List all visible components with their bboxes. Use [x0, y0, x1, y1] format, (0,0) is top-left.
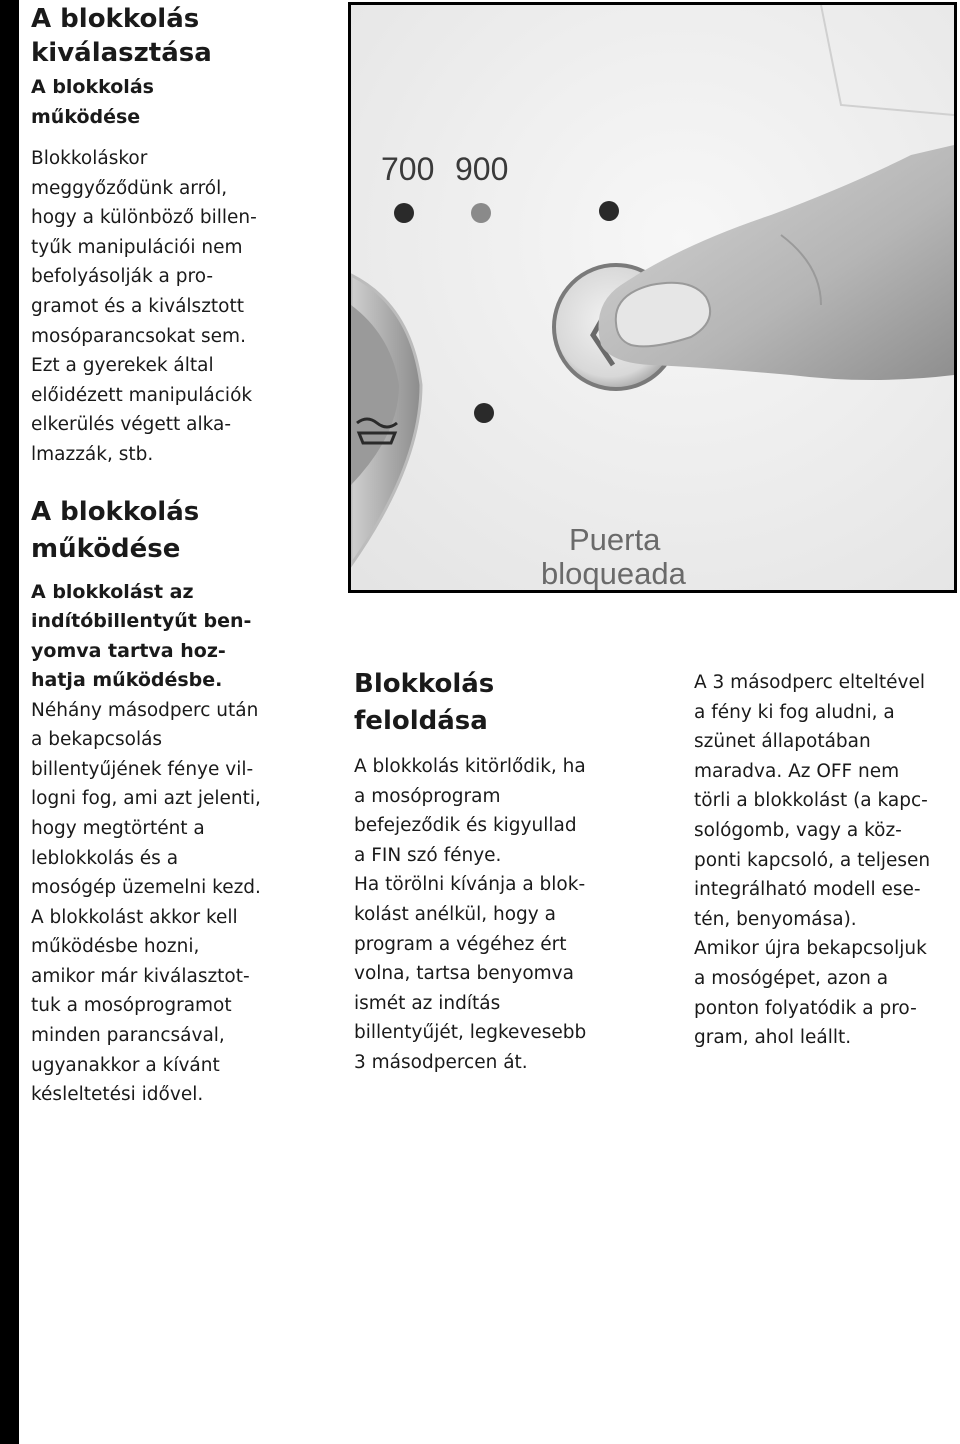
intro-line: mosóparancsokat sem. [31, 325, 246, 347]
middle-line: a mosóprogram [354, 785, 501, 807]
page-edge-bar [0, 0, 19, 1444]
intro-line: befolyásolják a pro- [31, 266, 214, 288]
middle-paragraph [354, 752, 654, 1078]
led-lock-icon [474, 403, 494, 423]
main-title-line-2: kiválasztása [31, 38, 212, 68]
right-line: szünet állapotában [694, 731, 871, 753]
body-line: tuk a mosóprogramot [31, 995, 232, 1017]
led-700-icon [394, 203, 414, 223]
led-900-icon [471, 203, 491, 223]
right-line: A 3 másodperc elteltével [694, 672, 926, 693]
body-line: mosógép üzemelni kezd. [31, 877, 261, 899]
right-line: integrálható modell ese- [694, 879, 921, 901]
middle-column [354, 666, 654, 1078]
body-line: ugyanakkor a kívánt [31, 1054, 220, 1076]
section-title-line-2: működése [31, 533, 181, 564]
middle-line: volna, tartsa benyomva [354, 963, 574, 985]
door-label-line-1: Puerta [569, 522, 661, 557]
label-700: 700 [381, 151, 435, 187]
middle-line: ismét az indítás [354, 992, 501, 1014]
body-line: logni fog, ami azt jelenti, [31, 788, 261, 810]
door-label-line-2: bloqueada [541, 556, 686, 590]
middle-line: a FIN szó fénye. [354, 844, 502, 866]
right-line: Amikor újra bekapcsoljuk [694, 938, 927, 960]
right-line: ponton folyatódik a pro- [694, 997, 917, 1019]
right-line: a mosógépet, azon a [694, 967, 889, 989]
right-line: a fény ki fog aludni, a [694, 701, 895, 723]
photo-illustration [351, 5, 954, 590]
intro-line: meggyőződünk arról, [31, 177, 228, 199]
right-line: gram, ahol leállt. [694, 1027, 852, 1049]
middle-line: 3 másodpercen át. [354, 1051, 528, 1073]
intro-paragraph [31, 144, 331, 470]
intro-line: gramot és a kiválsztott [31, 295, 244, 317]
intro-line: hogy a különböző billen- [31, 207, 257, 229]
right-line: ponti kapcsoló, a teljesen [694, 849, 931, 871]
body-line: leblokkolás és a [31, 847, 179, 869]
intro-line: Blokkoláskor [31, 148, 148, 169]
middle-line: billentyűjét, legkevesebb [354, 1022, 587, 1044]
right-column [694, 668, 958, 1053]
body-line: hogy megtörtént a [31, 817, 205, 839]
body-line: Néhány másodperc után [31, 699, 259, 721]
body-line: működésbe hozni, [31, 936, 200, 958]
body-line: A blokkolást akkor kell [31, 906, 238, 928]
label-900: 900 [455, 151, 509, 187]
bold-line: A blokkolást az [31, 580, 194, 603]
subtitle-line-1: A blokkolás [31, 76, 154, 98]
bold-instruction [31, 578, 331, 696]
bold-line: indítóbillentyűt ben- [31, 610, 252, 633]
section-title-line-1: A blokkolás [31, 496, 200, 527]
middle-line: program a végéhez ért [354, 933, 567, 955]
body-line: amikor már kiválasztot- [31, 965, 250, 987]
body-line: billentyűjének fénye vil- [31, 758, 254, 780]
middle-line: A blokkolás kitörlődik, ha [354, 756, 586, 777]
middle-line: befejeződik és kigyullad [354, 815, 577, 837]
right-line: maradva. Az OFF nem [694, 760, 900, 782]
body-line: a bekapcsolás [31, 729, 163, 751]
led-icon [599, 201, 619, 221]
right-line: sológomb, vagy a köz- [694, 819, 902, 841]
bold-line: yomva tartva hoz- [31, 639, 226, 662]
intro-line: lmazzák, stb. [31, 443, 154, 465]
right-line: törli a blokkolást (a kapc- [694, 790, 928, 812]
right-line: tén, benyomása). [694, 908, 857, 930]
intro-line: Ezt a gyerekek által [31, 355, 214, 377]
middle-line: kolást anélkül, hogy a [354, 903, 556, 925]
subtitle-line-2: működése [31, 106, 141, 128]
middle-title-line-2: feloldása [354, 706, 488, 736]
intro-line: előidézett manipulációk [31, 384, 253, 406]
bold-line: hatja működésbe. [31, 669, 223, 692]
control-panel-photo [348, 2, 957, 593]
middle-title-line-1: Blokkolás [354, 669, 495, 699]
intro-line: tyűk manipulációi nem [31, 236, 243, 258]
middle-line: Ha törölni kívánja a blok- [354, 874, 586, 896]
intro-line: elkerülés végett alka- [31, 414, 232, 436]
body-line: késleltetési idővel. [31, 1084, 204, 1106]
body-line: minden parancsával, [31, 1025, 225, 1047]
body-paragraph [31, 696, 331, 1110]
main-title-line-1: A blokkolás [31, 4, 200, 34]
left-column [31, 0, 331, 1110]
